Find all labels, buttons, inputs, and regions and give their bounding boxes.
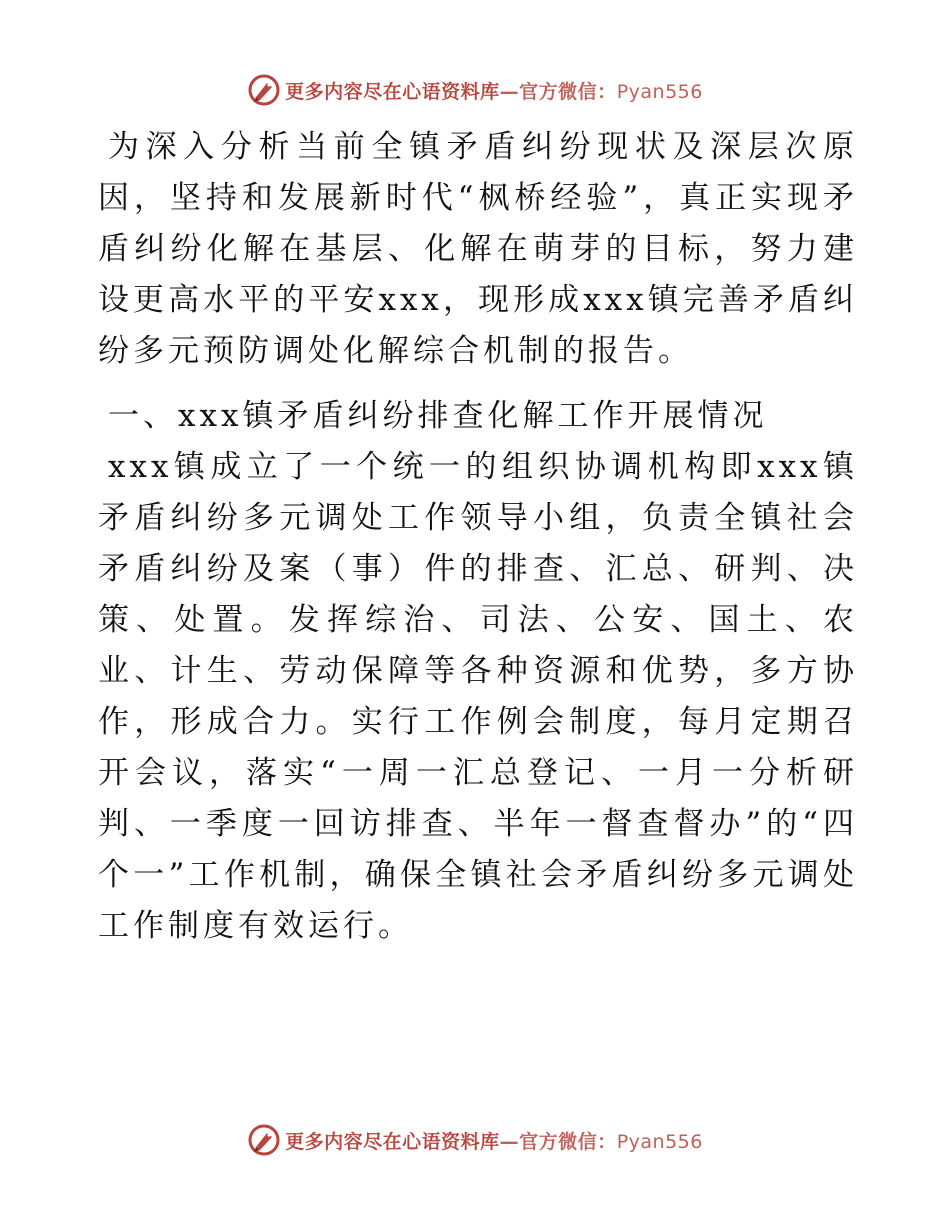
document-body (98, 122, 858, 952)
watermark-dash: — (499, 80, 520, 103)
watermark-wechat-id: Pyan556 (616, 1130, 703, 1153)
document-paragraph-section-1: xxx镇成立了一个统一的组织协调机构即xxx镇矛盾纠纷多元调处工作领导小组，负责全镇社会矛盾纠纷及案（事）件的排查、汇总、研判、决策、处置。发挥综治、司法、公安、国土、农业、计生、劳动保障等各种资源和优势，多方协作，形成合力。实行工作例会制度，每月定期召开会议，落实“一周一汇总登记、一月一分析研判、一季度一回访排查、半年一督查督办”的“四个一”工作机制，确保全镇社会矛盾纠纷多元调处工作制度有效运行。 (98, 449, 858, 944)
section-heading: 一、xxx镇矛盾纠纷排查化解工作开展情况 (108, 398, 768, 434)
watermark-lead-text: 更多内容尽在心语资料库 (285, 1130, 500, 1153)
watermark-lead-text: 更多内容尽在心语资料库 (285, 80, 500, 103)
watermark-wechat-label: 官方微信： (519, 1130, 617, 1153)
footer-watermark-banner (0, 1120, 950, 1160)
header-watermark-banner (0, 70, 950, 110)
watermark-text (285, 77, 703, 104)
pen-nib-logo-icon (247, 1123, 281, 1157)
watermark-dash: — (499, 1130, 520, 1153)
watermark-wechat-id: Pyan556 (616, 80, 703, 103)
document-paragraph-intro: 为深入分析当前全镇矛盾纠纷现状及深层次原因，坚持和发展新时代“枫桥经验”，真正实现矛盾纠纷化解在基层、化解在萌芽的目标，努力建设更高水平的平安xxx，现形成xxx镇完善矛盾纠纷多元预防调处化解综合机制的报告。 (98, 129, 858, 369)
watermark-wechat-label: 官方微信： (519, 80, 617, 103)
pen-nib-logo-icon (247, 73, 281, 107)
watermark-text (285, 1127, 703, 1154)
